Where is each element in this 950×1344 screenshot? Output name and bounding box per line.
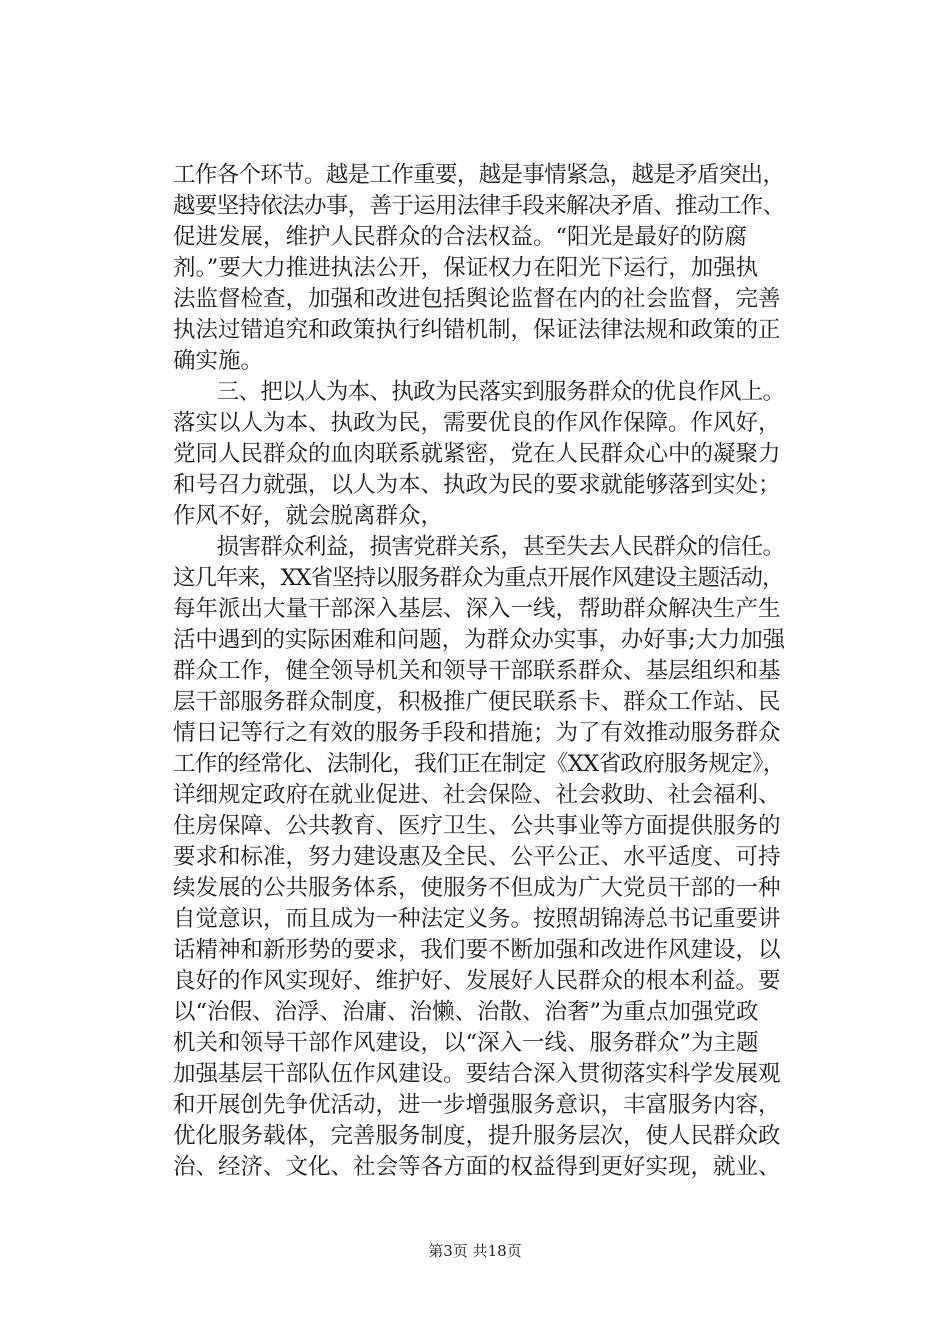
text-line: 住房保障、公共教育、医疗卫生、公共事业等方面提供服务的 [173, 813, 781, 839]
text-line: 促进发展，维护人民群众的合法权益。“阳光是最好的防腐 [173, 224, 748, 250]
text-line: 情日记等行之有效的服务手段和措施；为了有效推动服务群众 [173, 720, 781, 746]
page-footer: 第3页 共18页 [428, 1242, 522, 1260]
text-line: 剂。”要大力推进执法公开，保证权力在阳光下运行，加强执 [173, 255, 759, 281]
text-line: 越要坚持依法办事，善于运用法律手段来解决矛盾、推动工作、 [173, 193, 785, 219]
text-line: 治、经济、文化、社会等各方面的权益得到更好实现，就业、 [173, 1154, 781, 1180]
text-line: 工作的经常化、法制化，我们正在制定《XX省政府服务规定》， [173, 751, 785, 777]
text-line: 和号召力就强，以人为本、执政为民的要求就能够落到实处； [173, 472, 781, 498]
text-line: 确实施。 [173, 348, 264, 374]
text-line: 这几年来，XX省坚持以服务群众为重点开展作风建设主题活动， [173, 565, 784, 591]
text-line: 活中遇到的实际困难和问题，为群众办实事，办好事;大力加强 [173, 627, 785, 653]
text-line: 作风不好，就会脱离群众， [173, 503, 444, 529]
text-line: 优化服务载体，完善服务制度，提升服务层次，使人民群众政 [173, 1123, 781, 1149]
text-line: 详细规定政府在就业促进、社会保险、社会救助、社会福利、 [173, 782, 781, 808]
text-line: 落实以人为本、执政为民，需要优良的作风作保障。作风好， [173, 410, 781, 436]
text-line: 以“治假、治浮、治庸、治懒、治散、治奢”为重点加强党政 [173, 999, 759, 1025]
body-text [173, 160, 785, 1183]
text-line: 损害群众利益，损害党群关系，甚至失去人民群众的信任。 [173, 534, 785, 560]
text-line: 续发展的公共服务体系，使服务不但成为广大党员干部的一种 [173, 875, 781, 901]
text-line: 要求和标准，努力建设惠及全民、公平公正、水平适度、可持 [173, 844, 781, 870]
text-line: 加强基层干部队伍作风建设。要结合深入贯彻落实科学发展观 [173, 1061, 781, 1087]
text-line: 良好的作风实现好、维护好、发展好人民群众的根本利益。要 [173, 968, 781, 994]
text-line: 层干部服务群众制度，积极推广便民联系卡、群众工作站、民 [173, 689, 781, 715]
text-line: 党同人民群众的血肉联系就紧密，党在人民群众心中的凝聚力 [173, 441, 781, 467]
text-line: 执法过错追究和政策执行纠错机制，保证法律法规和政策的正 [173, 317, 781, 343]
text-line: 话精神和新形势的要求，我们要不断加强和改进作风建设，以 [173, 937, 781, 963]
text-line: 和开展创先争优活动，进一步增强服务意识，丰富服务内容， [173, 1092, 781, 1118]
text-line: 每年派出大量干部深入基层、深入一线，帮助群众解决生产生 [173, 596, 781, 622]
text-line: 法监督检查，加强和改进包括舆论监督在内的社会监督，完善 [173, 286, 781, 312]
text-line: 工作各个环节。越是工作重要，越是事情紧急，越是矛盾突出， [173, 162, 785, 188]
text-line: 三、把以人为本、执政为民落实到服务群众的优良作风上。 [173, 379, 785, 405]
text-line: 机关和领导干部作风建设，以“深入一线、服务群众”为主题 [173, 1030, 759, 1056]
text-line: 群众工作，健全领导机关和领导干部联系群众、基层组织和基 [173, 658, 781, 684]
text-line: 自觉意识，而且成为一种法定义务。按照胡锦涛总书记重要讲 [173, 906, 781, 932]
